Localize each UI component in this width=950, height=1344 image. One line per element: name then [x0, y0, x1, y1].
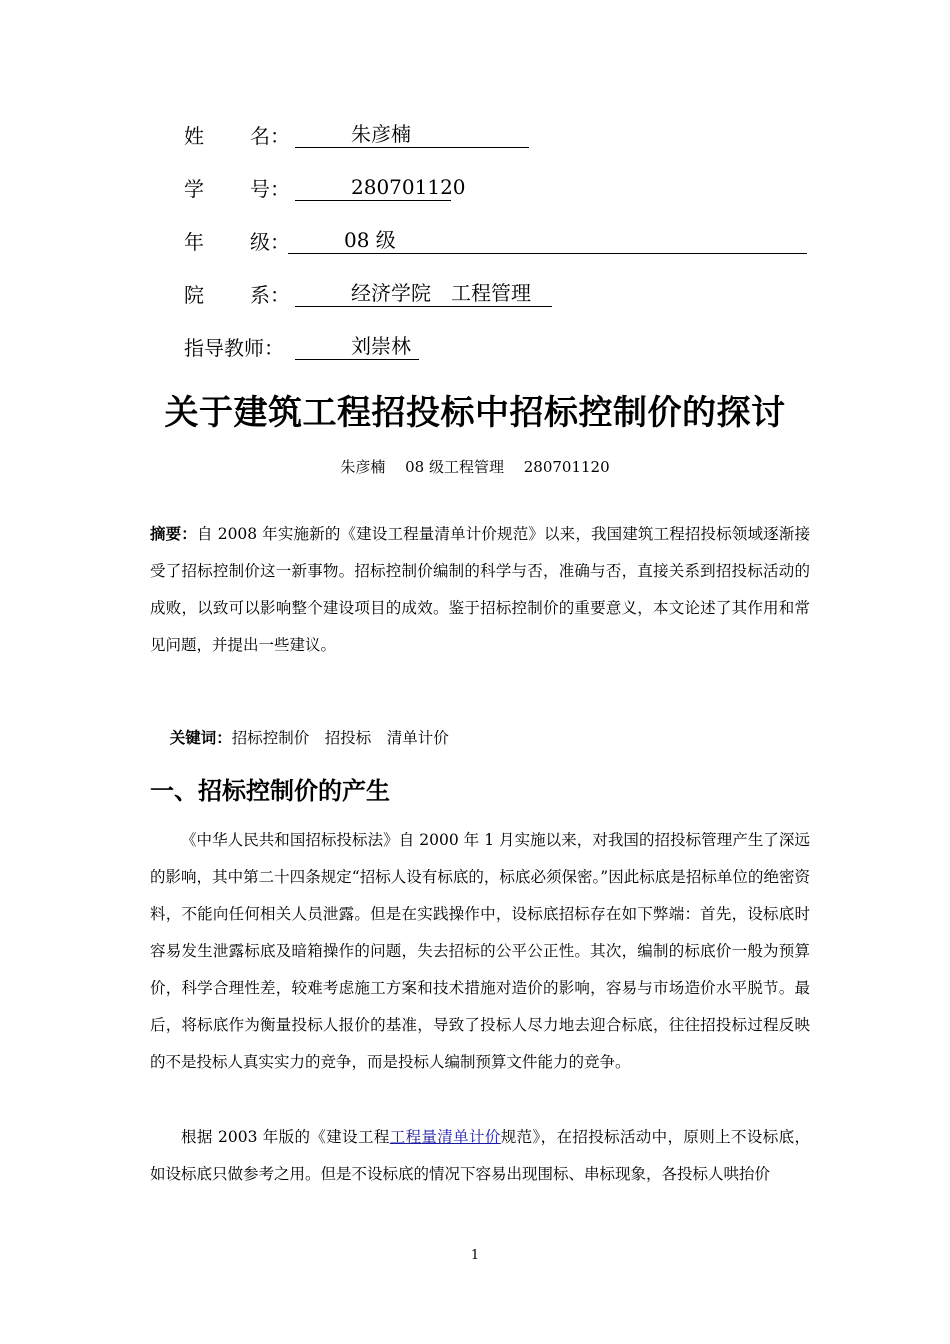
abstract-text: 自 2008 年实施新的《建设工程量清单计价规范》以来，我国建筑工程招投标领域逐渐接受了招标控制价这一新事物。招标控制价编制的科学与否，准确与否，直接关系到招投标活动的成败，以致可以影响整个建设项目的成效。鉴于招标控制价的重要意义，本文论述了其作用和常见问题，并提出一些建议。 [150, 525, 810, 654]
page-title: 关于建筑工程招投标中招标控制价的探讨 [164, 393, 786, 433]
term-link[interactable]: 工程量清单计价 [389, 1128, 501, 1146]
section-paragraph-2 [150, 1119, 810, 1193]
info-label-advisor: 指导教师： [184, 336, 284, 360]
abstract-label: 摘要： [150, 525, 197, 543]
label-char: 年 [184, 230, 204, 254]
student-id-value: 280701120 [295, 174, 451, 201]
page-number: 1 [470, 1248, 480, 1263]
info-label-grade [184, 227, 290, 257]
author-byline: 朱彦楠 08 级工程管理 280701120 [340, 458, 610, 476]
paragraph-text: 规范》，在招投标活动中，原则上不设标底，如设标底只做参考之用。但是不设标底的情况下容易出现围标、串标现象，各投标人哄抬价 [150, 1128, 810, 1183]
label-char: 学 [184, 177, 204, 201]
info-label-student-id [184, 174, 290, 204]
info-label-department [184, 280, 290, 310]
name-value: 朱彦楠 [295, 121, 529, 148]
abstract [150, 516, 810, 664]
keywords-text: 招标控制价 招投标 清单计价 [231, 729, 449, 747]
keywords [150, 699, 449, 777]
advisor-value: 刘崇林 [295, 333, 419, 360]
section-heading: 一、招标控制价的产生 [150, 777, 390, 805]
label-char: 级： [250, 230, 290, 254]
label-char: 院 [184, 283, 204, 307]
label-char: 姓 [184, 124, 204, 148]
department-value: 经济学院 工程管理 [295, 280, 552, 307]
keywords-label: 关键词： [169, 729, 232, 747]
info-label-name [184, 121, 290, 151]
section-paragraph-1: 《中华人民共和国招标投标法》自 2000 年 1 月实施以来，对我国的招投标管理产生了深远的影响，其中第二十四条规定“招标人设有标底的，标底必须保密。”因此标底是招标单位的绝密资料，不能向任何相关人员泄露。但是在实践操作中，设标底招标存在如下弊端：首先，设标底时容易发生泄露标底及暗箱操作的问题，失去招标的公平公正性。其次，编制的标底价一般为预算价，科学合理性差，较难考虑施工方案和技术措施对造价的影响，容易与市场造价水平脱节。最后，将标底作为衡量投标人报价的基准，导致了投标人尽力地去迎合标底，往往招投标过程反映的不是投标人真实实力的竞争，而是投标人编制预算文件能力的竞争。 [150, 831, 810, 1071]
grade-value: 08 级 [288, 227, 807, 254]
label-char: 名： [250, 124, 290, 148]
paragraph-text: 根据 2003 年版的《建设工程 [181, 1128, 390, 1146]
label-char: 系： [250, 283, 290, 307]
label-char: 号： [250, 177, 290, 201]
